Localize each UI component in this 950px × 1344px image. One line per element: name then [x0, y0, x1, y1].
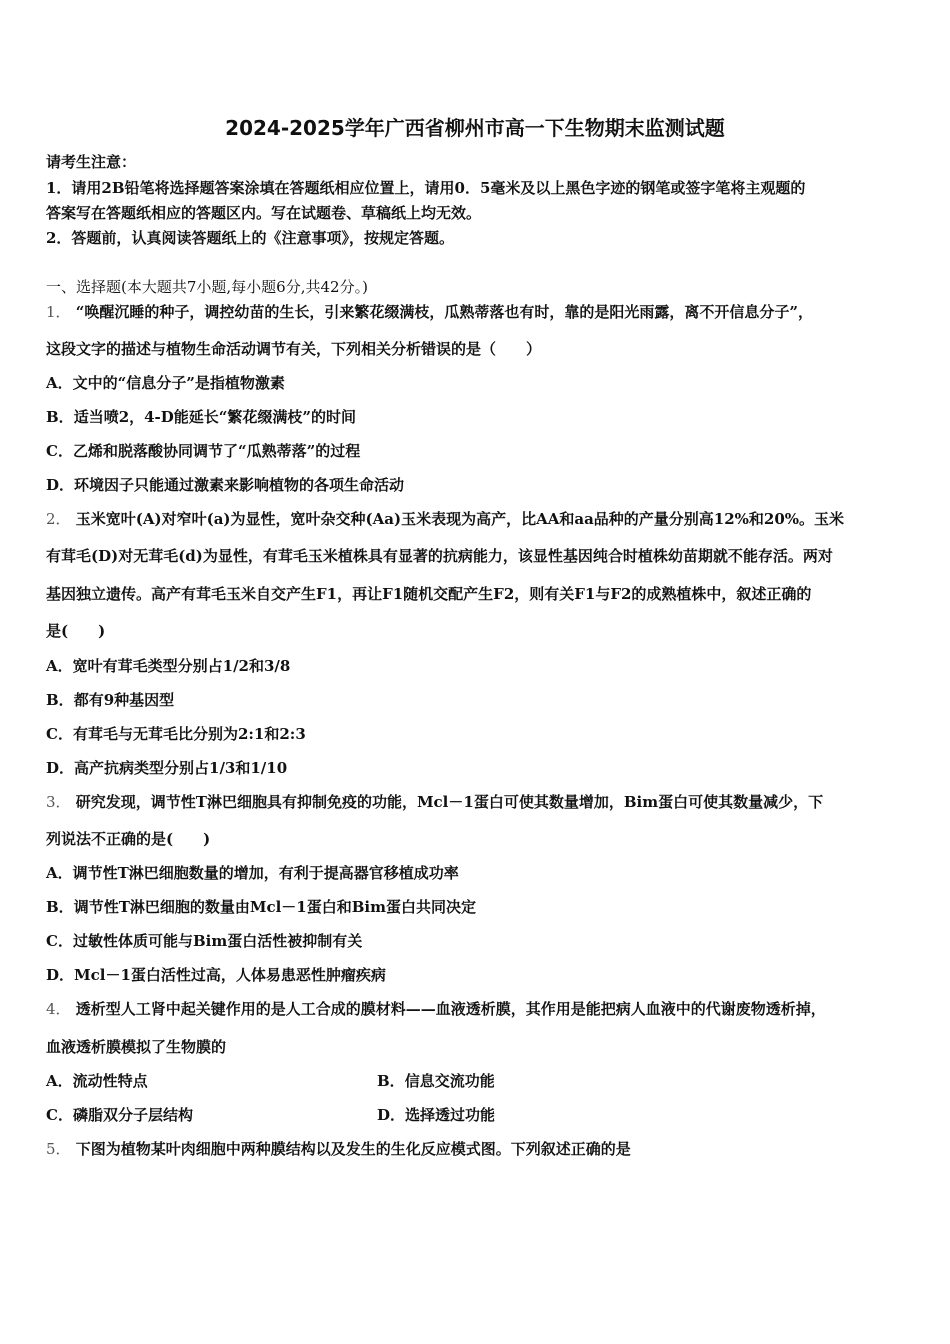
question-number: 1．: [46, 303, 71, 321]
question-5-line: [46, 1139, 631, 1159]
option: C．乙烯和脱落酸协同调节了“瓜熟蒂落”的过程: [46, 442, 361, 460]
question-4-line: 血液透析膜模拟了生物膜的: [46, 1038, 227, 1056]
notice-line: 答案写在答题纸相应的答题区内。写在试题卷、草稿纸上均无效。: [46, 204, 482, 222]
question-2-line: [46, 509, 844, 529]
question-2-line: 基因独立遗传。高产有茸毛玉米自交产生F1，再让F1随机交配产生F2，则有关F1与F2的成熟植株中，叙述正确的: [46, 585, 812, 603]
question-number: 2．: [46, 510, 71, 528]
option: A．文中的“信息分子”是指植物激素: [46, 374, 285, 392]
option: B．调节性T淋巴细胞的数量由Mcl－1蛋白和Bim蛋白共同决定: [46, 898, 476, 916]
option: D．选择透过功能: [377, 1106, 496, 1124]
notice-line: 2．答题前，认真阅读答题纸上的《注意事项》，按规定答题。: [46, 229, 454, 247]
question-1-line: [46, 302, 813, 322]
option: A．调节性T淋巴细胞数量的增加，有利于提高器官移植成功率: [46, 864, 459, 882]
question-text: “唤醒沉睡的种子，调控幼苗的生长，引来繁花缀满枝，瓜熟蒂落也有时，靠的是阳光雨露，离不开信息分子”，: [75, 303, 814, 321]
question-3-line: [46, 792, 823, 812]
notice-line: 1．请用2B铅笔将选择题答案涂填在答题纸相应位置上，请用0．5毫米及以上黑色字迹的钢笔或签字笔将主观题的: [46, 179, 806, 197]
question-4-line: [46, 999, 826, 1019]
question-1-line: 这段文字的描述与植物生命活动调节有关，下列相关分析错误的是（ ）: [46, 340, 542, 358]
question-2-line: 有茸毛(D)对无茸毛(d)为显性，有茸毛玉米植株具有显著的抗病能力，该显性基因纯合时植株幼苗期就不能存活。两对: [46, 547, 833, 565]
option: D．Mcl－1蛋白活性过高，人体易患恶性肿瘤疾病: [46, 966, 386, 984]
question-text: 下图为植物某叶肉细胞中两种膜结构以及发生的生化反应模式图。下列叙述正确的是: [75, 1140, 631, 1158]
question-text: 透析型人工肾中起关键作用的是人工合成的膜材料——血液透析膜，其作用是能把病人血液中的代谢废物透析掉，: [75, 1000, 826, 1018]
option: D．环境因子只能通过激素来影响植物的各项生命活动: [46, 476, 405, 494]
question-text: 玉米宽叶(A)对窄叶(a)为显性，宽叶杂交种(Aa)玉米表现为高产，比AA和aa品种的产量分别高12%和20%。玉米: [75, 510, 845, 528]
notice-heading: 请考生注意：: [46, 153, 137, 171]
option: C．过敏性体质可能与Bim蛋白活性被抑制有关: [46, 932, 363, 950]
option: B．适当喷2，4-D能延长“繁花缀满枝”的时间: [46, 408, 357, 426]
question-number: 5．: [46, 1140, 71, 1158]
option: B．信息交流功能: [377, 1072, 495, 1090]
question-number: 4．: [46, 1000, 71, 1018]
question-text: 研究发现，调节性T淋巴细胞具有抑制免疫的功能，Mcl－1蛋白可使其数量增加，Bim蛋白可使其数量减少，下: [75, 793, 824, 811]
option: A．流动性特点: [46, 1072, 148, 1090]
option: C．磷脂双分子层结构: [46, 1106, 193, 1124]
option: B．都有9种基因型: [46, 691, 175, 709]
question-number: 3．: [46, 793, 71, 811]
section-heading: 一、选择题(本大题共7小题,每小题6分,共42分。): [46, 278, 368, 296]
question-3-line: 列说法不正确的是( ): [46, 830, 211, 848]
question-2-line: 是( ): [46, 622, 106, 640]
option: A．宽叶有茸毛类型分别占1/2和3/8: [46, 657, 291, 675]
option: D．高产抗病类型分别占1/3和1/10: [46, 759, 288, 777]
option: C．有茸毛与无茸毛比分别为2:1和2:3: [46, 725, 306, 743]
page-title: 2024-2025学年广西省柳州市高一下生物期末监测试题: [225, 116, 725, 140]
